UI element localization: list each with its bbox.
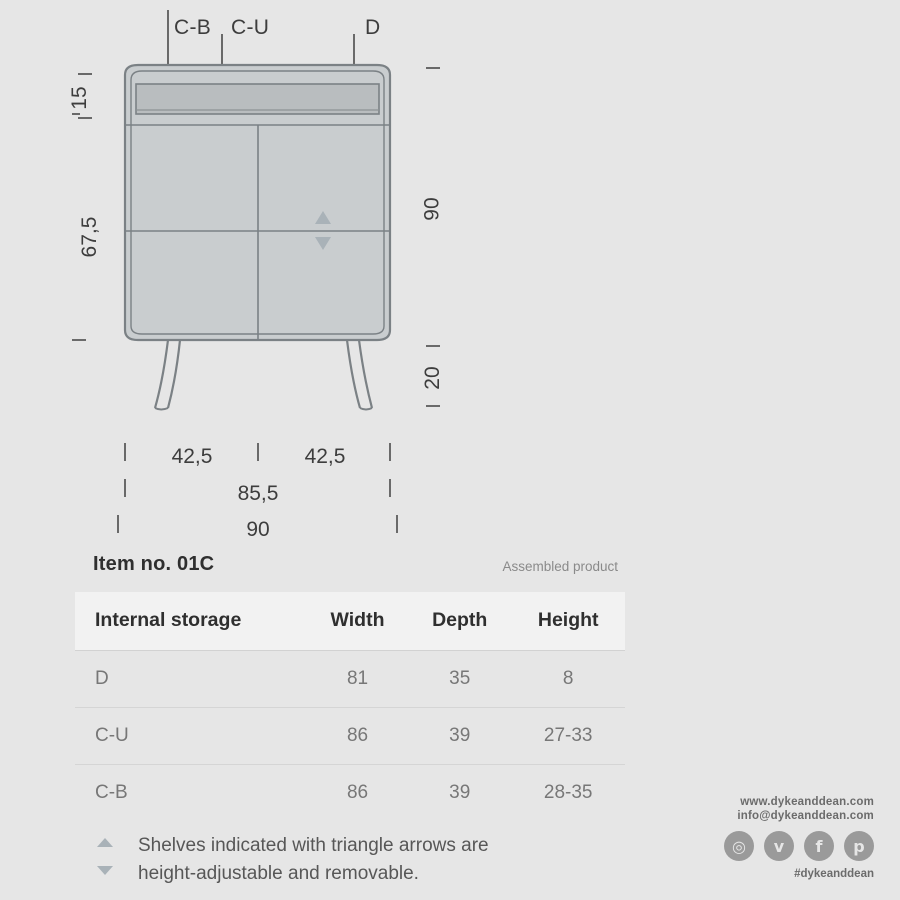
item-number: Item no. 01C: [93, 553, 215, 575]
callout-label-c-u: C-U: [231, 16, 270, 39]
cell-height: 27-33: [511, 708, 625, 765]
triangle-up-icon: [97, 838, 113, 847]
social-icons: [698, 831, 878, 861]
triangle-down-icon: [97, 866, 113, 875]
callout-label-d: D: [365, 16, 381, 39]
pinterest-icon[interactable]: р: [844, 831, 874, 861]
footnote-line-1: Shelves indicated with triangle arrows are: [138, 835, 489, 856]
cabinet-legs: [155, 340, 372, 410]
cell-depth: 35: [408, 651, 511, 708]
column-header-depth: Depth: [408, 592, 511, 651]
branding-block: [698, 795, 878, 880]
dimension-drawer-height: 15: [68, 86, 91, 110]
cell-height: 28-35: [543, 782, 593, 803]
dimension-left-compartment-width: 42,5: [171, 445, 213, 468]
instagram-icon[interactable]: ◎: [724, 831, 754, 861]
table-body: [75, 651, 625, 822]
cell-depth: 39: [408, 708, 511, 765]
cell-width: 86: [346, 782, 369, 803]
dimension-inner-width: 85,5: [237, 482, 279, 505]
brand-email: info@dykeanddean.com: [737, 810, 874, 822]
brand-hashtag: #dykeanddean: [794, 868, 874, 880]
dimension-body-height: 67,5: [78, 216, 101, 258]
twitter-icon[interactable]: ᴠ: [764, 831, 794, 861]
right-dimension-ticks: [426, 68, 440, 406]
brand-website: www.dykeanddean.com: [740, 796, 874, 808]
dimension-total-height: 90: [420, 197, 444, 221]
cell-width: 86: [307, 708, 408, 765]
footnote-line-2: height-adjustable and removable.: [138, 863, 419, 884]
callout-label-c-b: C-B: [174, 16, 212, 39]
dimension-right-compartment-width: 42,5: [304, 445, 346, 468]
internal-storage-table: [75, 592, 625, 821]
cell-depth: 39: [449, 782, 471, 803]
column-header-height: Height: [511, 592, 625, 651]
assembled-product-label: Assembled product: [502, 559, 618, 574]
column-header-internal-storage: Internal storage: [75, 592, 307, 651]
top-drawer: [136, 84, 379, 114]
table-row: [75, 765, 625, 822]
table-header-row: [75, 592, 625, 651]
footnote: [138, 832, 568, 888]
column-header-width: Width: [307, 592, 408, 651]
facebook-icon[interactable]: f: [804, 831, 834, 861]
cell-width: 81: [307, 651, 408, 708]
cell-height: 8: [511, 651, 625, 708]
cell-storage: C-U: [75, 708, 307, 765]
cell-storage: D: [75, 651, 307, 708]
table-header: [75, 592, 625, 651]
table-row: [75, 651, 625, 708]
dimension-total-width: 90: [246, 518, 270, 541]
cell-storage: C-B: [95, 782, 128, 803]
table-row: [75, 708, 625, 765]
dimension-leg-height: 20: [421, 366, 444, 390]
